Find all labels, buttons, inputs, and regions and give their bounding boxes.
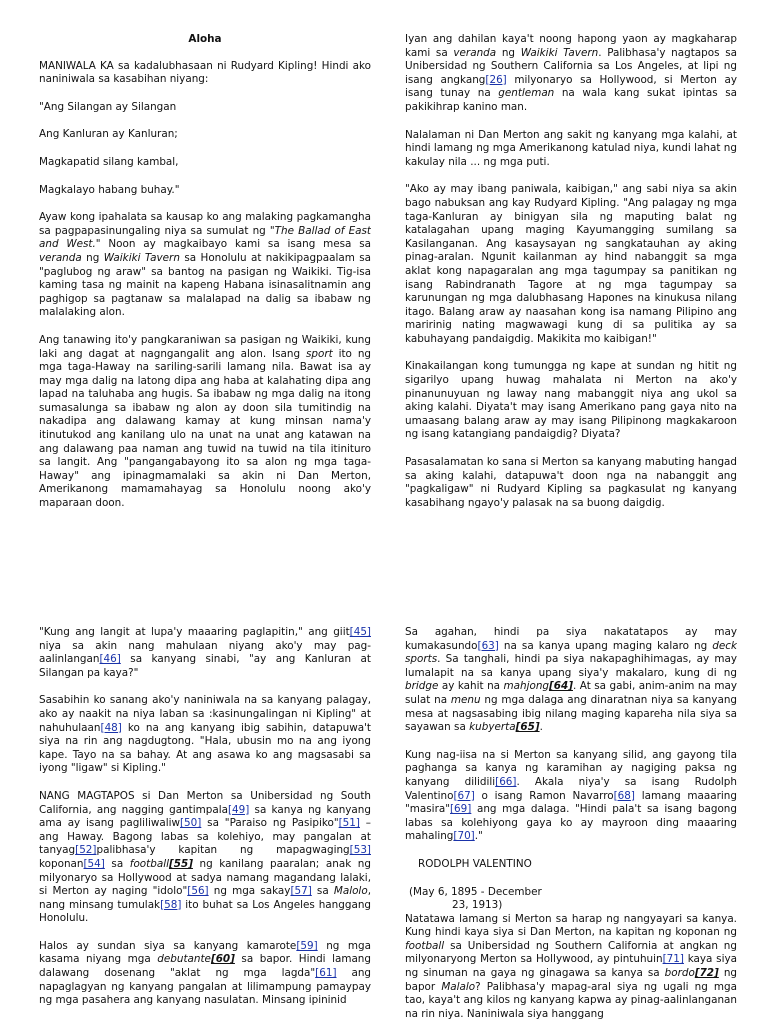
text: , nang minsang tumulak [39,885,371,911]
text: ito buhat sa Los Angeles hanggang Honolulu. [39,898,371,925]
text-italic: Waikiki Tavern [520,46,599,59]
text: sa [104,857,130,870]
paragraph [39,790,371,926]
paragraph [405,626,737,735]
text: Sa agahan, hindi pa siya nakatatapos ay may kumakasundo [405,626,737,652]
text: "Kung ang langit at lupa'y maaaring paglapitin," ang giit [39,626,350,638]
text: " Noon ay magkaibayo kami sa isang mesa sa [95,238,371,251]
text: ito ng mga taga-Haway na sariling-sarili lamang nila. Bawat isa ay may mga dalig na latong dipa ang haba at kalahating dipa ang lapad na taluhaba ang hugis. Sa ibabaw ng mga dalig na itong sumasalunga sa ibabaw ng alon ay doon sila tumitindig na nakadipa ang dalawang kamay at kung minsan nama'y itinutukod ang kanilang ulo na unat na unat ang katawan na ang dalawang paa naman ang tuwid na tuwid na tila itinituro sa langit. Ang "pangangabayong ito sa alon ng mga taga-Haway" ang ipinagmamalaki sa akin ni Dan Merton, Amerikanong mamamahayag sa Honolulu noong ako'y maparaan doon. [39,347,371,510]
text: koponan [39,857,84,870]
paragraph: Nalalaman ni Dan Merton ang sakit ng kanyang mga kalahi, at hindi lamang ng mga Amerikanong katulad niya, kundi lahat ng kakulay nila ... ng mga puti. [405,128,737,168]
text: . [539,721,543,734]
footnote-link[interactable]: [51] [338,817,360,830]
footnote-link[interactable]: [63] [477,639,499,652]
footnote-link[interactable]: [49] [227,803,250,816]
footnote-link[interactable]: [60] [210,953,235,966]
text: Ayaw kong ipahalata sa kausap ko ang malaking pagkamangha sa pagpapasinungaling niya sa sumulat ng " [39,211,371,237]
text: ng [81,251,104,264]
text-italic: veranda [39,251,82,264]
footnote-link[interactable]: [61] [315,967,337,980]
text-italic: sport [305,347,333,360]
column-2 [405,33,737,558]
text: o isang Ramon Navarro [474,789,614,802]
footnote-link[interactable]: [52] [75,844,97,857]
footnote-link[interactable]: [26] [485,73,507,86]
text: ng [496,46,521,59]
footnote-link[interactable]: [46] [99,653,121,666]
footnote-link[interactable]: [58] [160,898,182,911]
footnote-link[interactable]: [54] [83,857,105,870]
paragraph [39,211,371,320]
text: NANG MAGTAPOS si Dan Merton sa Unibersidad ng South California, ang nagging gantimpala [39,789,371,816]
text: Sasabihin ko sanang ako'y naniniwala na sa kanyang palagay, ako ay naakit na niya laban sa :kasinungalingan ni Kipling" at nahuhulaan [39,694,371,734]
paragraph: MANIWALA KA sa kadalubhasaan ni Rudyard Kipling! Hindi ako naniniwala sa kasabihan niyang: [39,59,371,86]
text-italic: football [129,857,169,870]
quote-line: Ang Kanluran ay Kanluran; [39,128,178,141]
text: milyonaryo sa Hollywood, si Merton ay isang tunay na [405,73,737,100]
text: ng mga kasama niyang mga [39,939,371,966]
footnote-link[interactable]: [50] [179,817,202,830]
text: sa Unibersidad ng Southern California at angkan ng milyonaryong Merton sa Hollywood, ay pintuhuin [405,939,737,966]
text: ng kanilang paaralan; anak ng milyonaryo sa Hollywood at sadya namang magandang lalaki, si Merton ay naging "idolo" [39,857,371,898]
footnote-link[interactable]: [56] [187,885,209,898]
image-caption: RODOLPH VALENTINO [418,857,532,870]
text-italic: football [405,939,445,952]
text: ko na ang kanyang ibig sabihin, datapuwa't siya na rin ang nagdugtong. "Hala, ubusin mo na ang iyong kape. Tayo na sa bahay. At ang asawa ko ang magsasabi sa iyong "ligaw" si Kipling." [39,721,371,775]
text-italic: kubyerta [469,721,516,734]
paragraph [405,749,737,844]
text: palibhasa'y kapitan ng mapagwaging [96,844,350,857]
text: ." [474,830,483,843]
text: sa bapor. Hindi lamang dalawang dosenang "aklat ng mga lagda" [39,953,371,980]
paragraph [39,940,371,1008]
footnote-link[interactable]: [55] [168,857,193,870]
quote-line: Magkalayo habang buhay." [39,183,180,196]
text: . Palibhasa'y nagtapos sa Unibersidad ng Southern California sa Los Angeles, at lipi ng isang angkang [405,46,737,86]
footnote-link[interactable]: [65] [515,721,540,734]
paragraph [39,626,371,680]
quote-line: "Ang Silangan ay Silangan [39,100,177,113]
page-title: Aloha [188,33,222,45]
text: Natatawa lamang si Merton sa harap ng nangyayari sa kanya. Kung hindi kaya siya si Dan Merton, na kapitan ng koponan ng [405,912,737,939]
text-italic: The Ballad of East and West. [39,224,371,251]
paragraph: "Ako ay may ibang paniwala, kaibigan," ang sabi niya sa akin bago nabuksan ang kay Rudyard Kipling. "Ang palagay ng mga taga-Kanluran ay binigyan sila ng maputing balat ng katalagahan upang maging Kayumangging sumilang sa Kasilanganan. Ang kasaysayan ng sangkatauhan ay aking pinag-aralan. Ngunit kailanman ay hind nabanggit sa mga aklat kong napagaralan ang mga tagumpay sa panitikan ng isang Rabindranath Tagore at ng mga tagumpay sa karunungan ng mga dalubhasang Hapones na kinukusa nilang itago. Balang araw ay naasahan kong isa namang Pilipino ang maririnig nating magwawagi kung di sa pulitika ay sa kabuhayang pandaigdig. Makikita mo kaibigan!" [405,183,737,345]
text: Halos ay sundan siya sa kanyang kamarote [39,939,297,952]
text-italic: mahjong [503,680,550,693]
footnote-link[interactable]: [67] [453,789,475,802]
paragraph: Pasasalamatan ko sana si Merton sa kanyang mabuting hangad sa aking kalahi, datapuwa't doon nga na nabanggit ang "pagkaligaw" ni Rudyard Kipling sa pagkasulat ng kanyang kasabihang ngayo'y palasak na sa buong daigdig. [405,456,737,509]
text: lamang maaaring "masira" [405,789,737,816]
text: ng mga sakay [208,885,291,898]
text: ang mga dalaga. "Hindi pala't sa isang bagong labas sa kolehiyong gaya ko ay mayroon ding maaaring mahaling [405,803,737,843]
text: . Akala niya'y sa isang Rudolph Valentino [405,775,737,802]
text: sa kanyang sinabi, "ay ang Kanluran at Silangan pa kaya?" [39,653,371,679]
footnote-link[interactable]: [68] [613,789,635,802]
footnote-link[interactable]: [70] [453,830,475,843]
image-caption-dates: 23, 1913) [452,899,503,912]
footnote-link[interactable]: [72] [694,967,719,980]
text: ay kahit na [438,680,504,693]
paragraph [405,913,737,1022]
text: sa kanya ng kanyang ama ay isang pagliliwaliw [39,803,371,830]
paragraph: Kinakailangan kong tumungga ng kape at sundan ng hitit ng sigarilyo upang huwag mahalata ni Merton na ako'y pinanunuyuan ng laway nang mabanggit niya ang ukol sa aking kalahi. Diyata't may isang Amerikano pang gaya nito na umaasang balang araw ay may isang Pilipinong magkakaroon ng isang katangiang pandaigdig? Diyata? [405,360,737,441]
footnote-link[interactable]: [71] [662,953,684,966]
text-italic: deck sports [405,639,737,666]
text: . At sa gabi, anim-anim na may sulat na [405,680,737,706]
footnote-link[interactable]: [48] [100,721,122,734]
footnote-link[interactable]: [59] [296,939,318,952]
footnote-link[interactable]: [53] [349,844,371,857]
footnote-link[interactable]: [45] [349,626,371,638]
text: Iyan ang dahilan kaya't noong hapong yaon ay magkaharap kami sa [405,33,737,59]
text: ang napaglagyan ng kanyang pangalan at lilimampung pamaypay ng mga pasahera ang kanyang nasulatan. Minsang ipininid [39,967,371,1007]
paragraph [39,334,371,511]
text-italic: gentleman [498,87,555,100]
text: kaya siya ng sinuman na gaya ng ginagawa sa kanya sa [405,953,737,980]
text: na sa kanya upang maging kalaro ng [498,639,713,652]
image-caption-dates: (May 6, 1895 - December [409,885,542,898]
text: – ang Haway. Bagong labas sa kolehiyo, may pangalan at tanyag [39,817,371,857]
column-3 [39,626,371,1024]
text: ng bapor [405,967,737,993]
text-italic: bridge [405,680,439,693]
text-italic: Malalo [441,980,476,993]
text-italic: menu [450,693,481,706]
text-italic: debutante [157,953,211,966]
column-4 [405,626,737,1024]
text: ng mga dalaga ang dinaratnan niya sa kanyang mesa at nagsasabing ibig nilang maging kapareha nila siya sa sayawan sa [405,693,737,734]
text: sa Honolulu at nakikipagpaalam sa "paglubog ng araw" sa bantog na pasigan ng Waikiki. Tig-isa kaming tasa ng mainit na kapeng Habana isinasalitnamin ang paghigop sa pagtanaw sa malalapad na dalig sa ibabaw ng malalaking alon. [39,251,371,319]
text: niya sa akin nang mahulaan niyang ako'y may pag-aalinlangan [39,639,371,666]
text-italic: bordo [664,967,695,980]
text: ? Palibhasa'y mapag-aral siya ng ugali ng mga tao, kaya't ang kilos ng kanyang kapwa ay pinag-aalinlanganan na rin niya. Naniniwala siya hanggang [405,980,737,1020]
text-italic: Malolo [333,885,368,898]
column-1 [39,33,371,558]
text: sa "Paraiso ng Pasipiko" [201,817,339,830]
text-italic: veranda [453,46,497,59]
paragraph [405,33,737,115]
text: Ang tanawing ito'y pangkaraniwan sa pasigan ng Waikiki, kung laki ang dagat at nagngangalit ang alon. Isang [39,333,371,360]
paragraph [39,694,371,776]
text: . Sa tanghali, hindi pa siya nakapaghihimagas, ay may lumalapit na sa kanya upang siya'y makalaro, kung di ng [405,653,737,679]
text: na wala kang sukat ipintas sa pakikihrap kanino man. [405,87,737,113]
footnote-link[interactable]: [69] [450,803,472,816]
text: sa [311,885,334,898]
quote-line: Magkapatid silang kambal, [39,155,179,168]
footnote-link[interactable]: [57] [290,885,312,898]
footnote-link[interactable]: [66] [495,775,517,788]
text: Kung nag-iisa na si Merton sa kanyang silid, ang gayong tila paghanga sa kanya ng karamihan ay nagiging paksa ng kanyang dilidili [405,748,737,788]
footnote-link[interactable]: [64] [549,680,573,693]
text-italic: Waikiki Tavern [103,251,180,264]
